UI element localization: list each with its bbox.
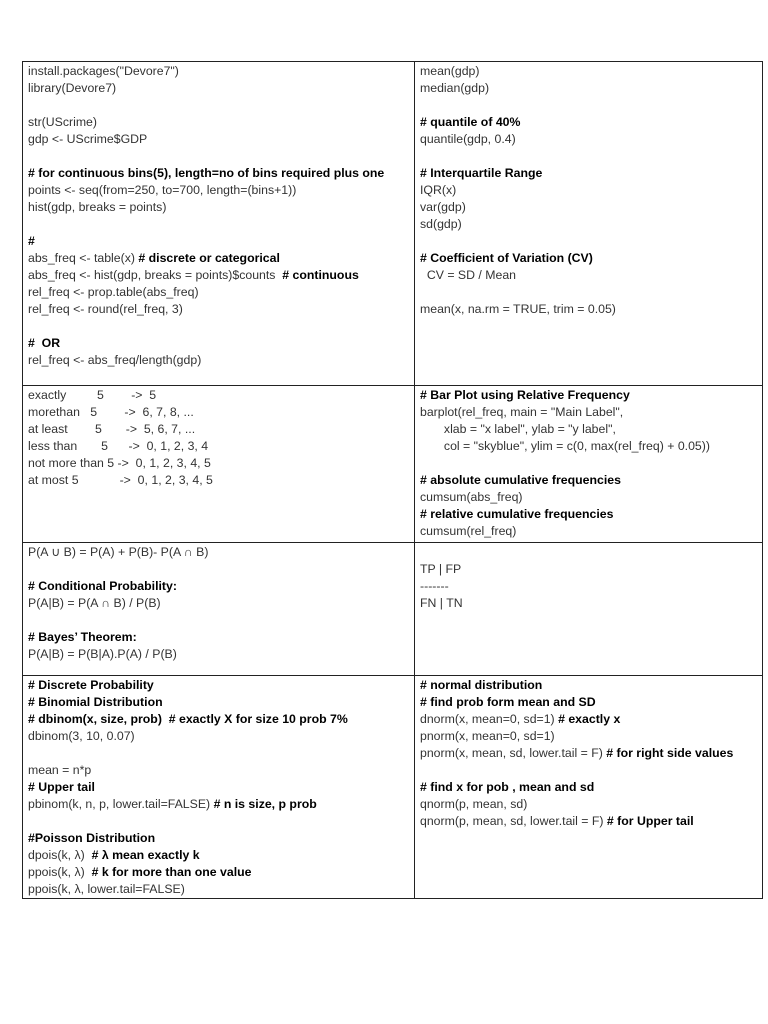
blank-line: [420, 97, 757, 114]
comment-text: # quantile of 40%: [420, 115, 521, 129]
text-line: [28, 114, 409, 131]
text-line: [420, 472, 757, 489]
text-line: [28, 250, 409, 267]
text-line: [28, 455, 409, 472]
comment-text: # Bayes’ Theorem:: [28, 630, 137, 644]
text-line: [420, 250, 757, 267]
blank-line: [420, 284, 757, 301]
comment-text: # Binomial Distribution: [28, 695, 163, 709]
text-line: [420, 506, 757, 523]
text-line: [420, 80, 757, 97]
code-text: col = "skyblue", ylim = c(0, max(rel_freq) + 0.05)): [420, 439, 710, 453]
comment-text: #Poisson Distribution: [28, 831, 156, 845]
notes-table: [22, 61, 763, 899]
blank-line: [28, 216, 409, 233]
text-line: [420, 813, 757, 830]
comment-text: # Coefficient of Variation (CV): [420, 251, 593, 265]
cell-probability-rules: [23, 543, 415, 676]
text-line: [420, 216, 757, 233]
text-line: [28, 387, 409, 404]
text-line: [28, 301, 409, 318]
text-line: [28, 199, 409, 216]
text-line: [28, 284, 409, 301]
code-text: median(gdp): [420, 81, 490, 95]
blank-line: [420, 544, 757, 561]
code-text: qnorm(p, mean, sd): [420, 797, 528, 811]
text-line: [28, 881, 409, 898]
text-line: [28, 595, 409, 612]
comment-text: # Bar Plot using Relative Frequency: [420, 388, 630, 402]
text-line: [420, 421, 757, 438]
code-text: P(A|B) = P(A ∩ B) / P(B): [28, 596, 161, 610]
comment-text: # normal distribution: [420, 678, 543, 692]
text-line: [420, 745, 757, 762]
code-text: TP | FP: [420, 562, 462, 576]
text-line: [420, 561, 757, 578]
comment-text: # k for more than one value: [91, 865, 252, 879]
blank-line: [420, 455, 757, 472]
blank-line: [28, 318, 409, 335]
text-line: [420, 677, 757, 694]
comment-text: # discrete or categorical: [138, 251, 280, 265]
code-text: mean(gdp): [420, 64, 480, 78]
code-text: install.packages("Devore7"): [28, 64, 179, 78]
cell-confusion-matrix: [415, 543, 763, 676]
code-text: FN | TN: [420, 596, 463, 610]
comment-text: # for Upper tail: [606, 814, 694, 828]
blank-line: [28, 561, 409, 578]
text-line: [28, 438, 409, 455]
text-line: [420, 711, 757, 728]
text-line: [420, 404, 757, 421]
text-line: [28, 711, 409, 728]
text-line: [28, 629, 409, 646]
text-line: [28, 864, 409, 881]
text-line: [420, 728, 757, 745]
comment-text: # λ mean exactly k: [91, 848, 200, 862]
code-text: -------: [420, 579, 449, 593]
text-line: [420, 523, 757, 540]
text-line: [28, 352, 409, 369]
text-line: [420, 114, 757, 131]
blank-line: [420, 148, 757, 165]
code-text: gdp <- UScrime$GDP: [28, 132, 148, 146]
comment-text: # OR: [28, 336, 61, 350]
code-text: rel_freq <- abs_freq/length(gdp): [28, 353, 202, 367]
text-line: [420, 165, 757, 182]
comment-text: # dbinom(x, size, prob) # exactly X for size 10 prob 7%: [28, 712, 348, 726]
text-line: [420, 595, 757, 612]
blank-line: [28, 148, 409, 165]
text-line: [420, 779, 757, 796]
text-line: [420, 694, 757, 711]
text-line: [420, 578, 757, 595]
code-text: cumsum(rel_freq): [420, 524, 517, 538]
comment-text: # for right side values: [606, 746, 734, 760]
code-text: dbinom(3, 10, 0.07): [28, 729, 135, 743]
text-line: [420, 267, 757, 284]
text-line: [28, 847, 409, 864]
code-text: points <- seq(from=250, to=700, length=(bins+1)): [28, 183, 297, 197]
code-text: P(A|B) = P(B|A).P(A) / P(B): [28, 647, 177, 661]
code-text: library(Devore7): [28, 81, 117, 95]
code-text: pnorm(x, mean, sd, lower.tail = F): [420, 746, 607, 760]
comment-text: # Upper tail: [28, 780, 95, 794]
text-line: [28, 182, 409, 199]
comment-text: # Discrete Probability: [28, 678, 154, 692]
comment-text: # find prob form mean and SD: [420, 695, 596, 709]
cell-descriptive-stats-code: [23, 62, 415, 386]
code-text: pnorm(x, mean=0, sd=1): [420, 729, 555, 743]
blank-line: [420, 762, 757, 779]
table-row: [23, 676, 763, 899]
text-line: [28, 578, 409, 595]
table-row: [23, 543, 763, 676]
text-line: [420, 131, 757, 148]
text-line: [28, 694, 409, 711]
text-line: [28, 779, 409, 796]
text-line: [420, 796, 757, 813]
code-text: pbinom(k, n, p, lower.tail=FALSE): [28, 797, 214, 811]
code-text: dpois(k, λ): [28, 848, 92, 862]
comment-text: # relative cumulative frequencies: [420, 507, 614, 521]
blank-line: [28, 612, 409, 629]
text-line: [28, 421, 409, 438]
code-text: xlab = "x label", ylab = "y label",: [420, 422, 616, 436]
text-line: [420, 182, 757, 199]
cell-normal-distribution: [415, 676, 763, 899]
code-text: cumsum(abs_freq): [420, 490, 523, 504]
text-line: [28, 762, 409, 779]
code-text: rel_freq <- round(rel_freq, 3): [28, 302, 183, 316]
text-line: [420, 438, 757, 455]
code-text: CV = SD / Mean: [420, 268, 517, 282]
table-row: [23, 386, 763, 543]
comment-text: # exactly x: [558, 712, 621, 726]
code-text: at most 5 -> 0, 1, 2, 3, 4, 5: [28, 473, 213, 487]
text-line: [28, 80, 409, 97]
blank-line: [420, 233, 757, 250]
cheat-sheet: [22, 61, 763, 899]
code-text: not more than 5 -> 0, 1, 2, 3, 4, 5: [28, 456, 211, 470]
text-line: [28, 63, 409, 80]
text-line: [28, 830, 409, 847]
code-text: ppois(k, λ, lower.tail=FALSE): [28, 882, 185, 896]
text-line: [420, 199, 757, 216]
cell-barplot-cumulative: [415, 386, 763, 543]
code-text: IQR(x): [420, 183, 457, 197]
text-line: [420, 301, 757, 318]
blank-line: [28, 97, 409, 114]
code-text: P(A ∪ B) = P(A) + P(B)- P(A ∩ B): [28, 545, 209, 559]
text-line: [28, 472, 409, 489]
code-text: var(gdp): [420, 200, 466, 214]
code-text: abs_freq <- hist(gdp, breaks = points)$counts: [28, 268, 283, 282]
code-text: less than 5 -> 0, 1, 2, 3, 4: [28, 439, 209, 453]
comment-text: # absolute cumulative frequencies: [420, 473, 621, 487]
comment-text: #: [28, 234, 35, 248]
text-line: [28, 646, 409, 663]
comment-text: # for continuous bins(5), length=no of bins required plus one: [28, 166, 385, 180]
blank-line: [28, 813, 409, 830]
code-text: mean = n*p: [28, 763, 92, 777]
cell-summary-measures: [415, 62, 763, 386]
code-text: barplot(rel_freq, main = "Main Label",: [420, 405, 624, 419]
code-text: sd(gdp): [420, 217, 462, 231]
comment-text: # Interquartile Range: [420, 166, 543, 180]
text-line: [28, 796, 409, 813]
text-line: [28, 267, 409, 284]
text-line: [420, 387, 757, 404]
cell-inequality-terms: [23, 386, 415, 543]
text-line: [28, 165, 409, 182]
code-text: ppois(k, λ): [28, 865, 92, 879]
code-text: mean(x, na.rm = TRUE, trim = 0.05): [420, 302, 616, 316]
code-text: at least 5 -> 5, 6, 7, ...: [28, 422, 196, 436]
comment-text: # find x for pob , mean and sd: [420, 780, 595, 794]
code-text: str(UScrime): [28, 115, 97, 129]
code-text: rel_freq <- prop.table(abs_freq): [28, 285, 199, 299]
code-text: quantile(gdp, 0.4): [420, 132, 516, 146]
table-row: [23, 62, 763, 386]
text-line: [28, 544, 409, 561]
blank-line: [28, 745, 409, 762]
code-text: abs_freq <- table(x): [28, 251, 139, 265]
text-line: [28, 335, 409, 352]
text-line: [28, 404, 409, 421]
text-line: [28, 677, 409, 694]
code-text: dnorm(x, mean=0, sd=1): [420, 712, 559, 726]
comment-text: # continuous: [282, 268, 359, 282]
code-text: qnorm(p, mean, sd, lower.tail = F): [420, 814, 607, 828]
text-line: [28, 233, 409, 250]
comment-text: # n is size, p prob: [213, 797, 317, 811]
text-line: [420, 489, 757, 506]
code-text: morethan 5 -> 6, 7, 8, ...: [28, 405, 194, 419]
cell-discrete-distributions: [23, 676, 415, 899]
text-line: [28, 131, 409, 148]
code-text: exactly 5 -> 5: [28, 388, 157, 402]
code-text: hist(gdp, breaks = points): [28, 200, 167, 214]
comment-text: # Conditional Probability:: [28, 579, 177, 593]
text-line: [420, 63, 757, 80]
text-line: [28, 728, 409, 745]
